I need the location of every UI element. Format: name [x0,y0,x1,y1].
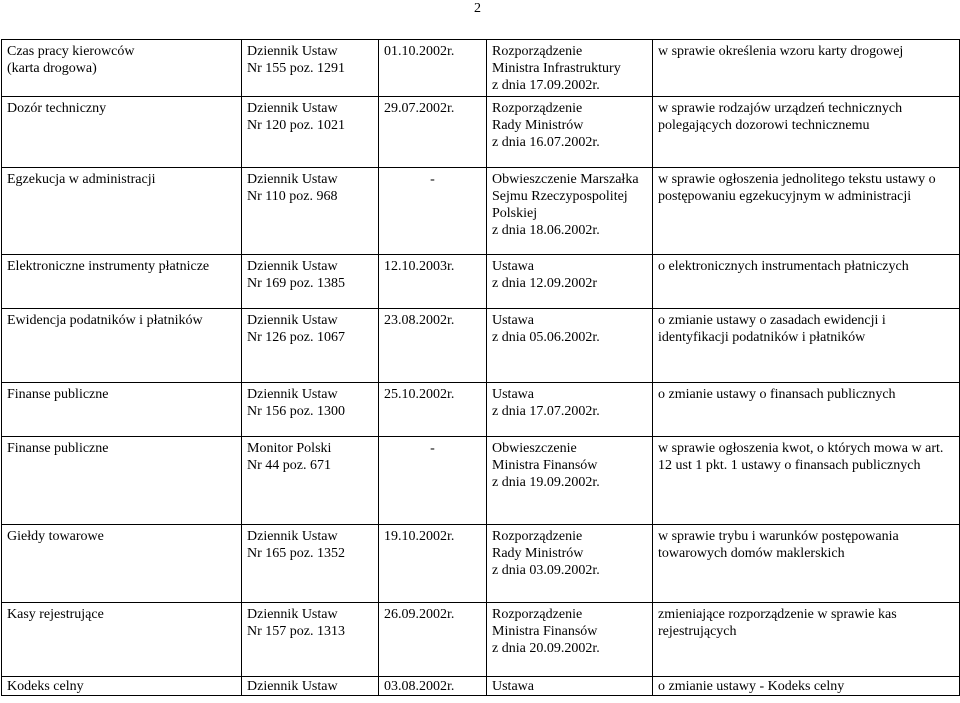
date-cell: - [379,168,487,255]
subject-cell: o zmianie ustawy - Kodeks celny [653,677,960,696]
act-cell: Ustawa z dnia 17.07.2002r. [487,383,653,437]
topic-cell: Czas pracy kierowców (karta drogowa) [2,40,242,97]
topic-cell: Elektroniczne instrumenty płatnicze [2,255,242,309]
date-cell: 25.10.2002r. [379,383,487,437]
subject-cell: w sprawie ogłoszenia kwot, o których mowa w art. 12 ust 1 pkt. 1 ustawy o finansach publicznych [653,437,960,525]
topic-cell: Dozór techniczny [2,97,242,168]
table-row [2,309,960,383]
table-row [2,437,960,525]
topic-cell: Egzekucja w administracji [2,168,242,255]
table-row [2,97,960,168]
journal-cell: Monitor Polski Nr 44 poz. 671 [242,437,379,525]
date-cell: 01.10.2002r. [379,40,487,97]
journal-cell: Dziennik Ustaw Nr 126 poz. 1067 [242,309,379,383]
act-cell: Rozporządzenie Ministra Finansów z dnia 20.09.2002r. [487,603,653,677]
journal-cell: Dziennik Ustaw Nr 165 poz. 1352 [242,525,379,603]
subject-cell: zmieniające rozporządzenie w sprawie kas rejestrujących [653,603,960,677]
date-cell: 26.09.2002r. [379,603,487,677]
act-cell: Ustawa [487,677,653,696]
date-cell: 19.10.2002r. [379,525,487,603]
topic-cell: Ewidencja podatników i płatników [2,309,242,383]
table-row [2,603,960,677]
subject-cell: w sprawie trybu i warunków postępowania towarowych domów maklerskich [653,525,960,603]
subject-cell: o zmianie ustawy o finansach publicznych [653,383,960,437]
act-cell: Obwieszczenie Marszałka Sejmu Rzeczypospolitej Polskiej z dnia 18.06.2002r. [487,168,653,255]
topic-cell: Giełdy towarowe [2,525,242,603]
date-cell: - [379,437,487,525]
journal-cell: Dziennik Ustaw Nr 156 poz. 1300 [242,383,379,437]
topic-cell: Kodeks celny [2,677,242,696]
act-cell: Rozporządzenie Rady Ministrów z dnia 16.07.2002r. [487,97,653,168]
subject-cell: o zmianie ustawy o zasadach ewidencji i identyfikacji podatników i płatników [653,309,960,383]
subject-cell: o elektronicznych instrumentach płatniczych [653,255,960,309]
date-cell: 12.10.2003r. [379,255,487,309]
table-row [2,383,960,437]
table-row [2,40,960,97]
page-number: 2 [474,1,481,16]
journal-cell: Dziennik Ustaw [242,677,379,696]
date-cell: 29.07.2002r. [379,97,487,168]
table-row [2,677,960,696]
act-cell: Rozporządzenie Rady Ministrów z dnia 03.09.2002r. [487,525,653,603]
act-cell: Rozporządzenie Ministra Infrastruktury z dnia 17.09.2002r. [487,40,653,97]
legal-acts-table [1,39,960,696]
subject-cell: w sprawie ogłoszenia jednolitego tekstu ustawy o postępowaniu egzekucyjnym w administracji [653,168,960,255]
subject-cell: w sprawie rodzajów urządzeń technicznych polegających dozorowi technicznemu [653,97,960,168]
journal-cell: Dziennik Ustaw Nr 155 poz. 1291 [242,40,379,97]
journal-cell: Dziennik Ustaw Nr 157 poz. 1313 [242,603,379,677]
journal-cell: Dziennik Ustaw Nr 169 poz. 1385 [242,255,379,309]
subject-cell: w sprawie określenia wzoru karty drogowej [653,40,960,97]
table-row [2,525,960,603]
table-row [2,168,960,255]
topic-cell: Finanse publiczne [2,437,242,525]
date-cell: 23.08.2002r. [379,309,487,383]
act-cell: Ustawa z dnia 05.06.2002r. [487,309,653,383]
journal-cell: Dziennik Ustaw Nr 110 poz. 968 [242,168,379,255]
date-cell: 03.08.2002r. [379,677,487,696]
topic-cell: Kasy rejestrujące [2,603,242,677]
topic-cell: Finanse publiczne [2,383,242,437]
journal-cell: Dziennik Ustaw Nr 120 poz. 1021 [242,97,379,168]
table-row [2,255,960,309]
act-cell: Ustawa z dnia 12.09.2002r [487,255,653,309]
act-cell: Obwieszczenie Ministra Finansów z dnia 19.09.2002r. [487,437,653,525]
